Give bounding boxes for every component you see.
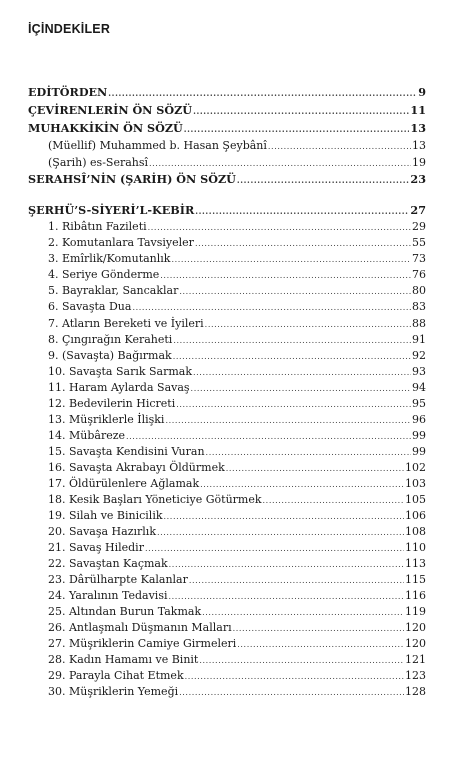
toc-entry-page: 13	[412, 139, 426, 152]
toc-entry-label: 30. Müşriklerin Yemeği	[48, 685, 179, 698]
dot-leader	[160, 269, 411, 283]
toc-entry-page: 108	[405, 525, 426, 538]
dot-leader	[171, 253, 411, 267]
dot-leader	[263, 494, 404, 508]
toc-entry	[48, 653, 426, 668]
dot-leader	[108, 86, 417, 100]
toc-entry	[48, 300, 426, 315]
toc-entry-label: 26. Antlaşmalı Düşmanın Malları	[48, 621, 232, 634]
toc-entry-label: 11. Haram Aylarda Savaş	[48, 381, 190, 394]
toc-entry-label: 13. Müşriklerle İlişki	[48, 413, 165, 426]
dot-leader	[168, 590, 404, 604]
toc-entry	[48, 397, 426, 412]
toc-entry	[48, 365, 426, 380]
toc-entry-label: 15. Savaşta Kendisini Vuran	[48, 445, 205, 458]
dot-leader	[233, 622, 404, 636]
toc-entry-page: 80	[412, 284, 426, 297]
dot-leader	[268, 140, 411, 154]
toc-entry-page: 94	[412, 381, 426, 394]
toc-entry-page: 96	[412, 413, 426, 426]
dot-leader	[189, 574, 404, 588]
toc-entry-label: 8. Çıngırağın Keraheti	[48, 333, 173, 346]
toc-entry	[28, 172, 426, 187]
page-title: İÇİNDEKİLER	[28, 22, 111, 36]
toc-entry-page: 106	[405, 509, 426, 522]
toc-entry-label: 9. (Savaşta) Bağırmak	[48, 349, 172, 362]
dot-leader	[165, 414, 411, 428]
toc-entry-label: 20. Savaşa Hazırlık	[48, 525, 156, 538]
toc-entry-page: 95	[412, 397, 426, 410]
toc-entry-page: 93	[412, 365, 426, 378]
toc-entry-page: 113	[405, 557, 426, 570]
toc-entry	[48, 477, 426, 492]
toc-entry	[48, 220, 426, 235]
toc-entry	[48, 413, 426, 428]
toc-entry-page: 102	[405, 461, 426, 474]
toc-entry-label: 23. Dârülharpte Kalanlar	[48, 573, 188, 586]
toc-entry-label: 16. Savaşta Akrabayı Öldürmek	[48, 461, 225, 474]
toc-entry-label: 2. Komutanlara Tavsiyeler	[48, 236, 194, 249]
toc-entry-page: 73	[412, 252, 426, 265]
toc-entry	[48, 589, 426, 604]
toc-entry-label: 7. Atların Bereketi ve İyileri	[48, 317, 204, 330]
toc-entry	[48, 557, 426, 572]
toc-entry-page: 27	[410, 203, 426, 217]
toc-entry-label: 28. Kadın Hamamı ve Binit	[48, 653, 199, 666]
dot-leader	[176, 398, 411, 412]
toc-entry	[48, 445, 426, 460]
toc-entry	[48, 461, 426, 476]
toc-entry	[48, 333, 426, 348]
toc-entry	[28, 121, 426, 136]
toc-entry	[48, 156, 426, 171]
toc-entry-label: (Şarih) es-Serahsî	[48, 156, 149, 169]
toc-entry-label: 12. Bedevilerin Hicreti	[48, 397, 176, 410]
toc-entry-page: 116	[405, 589, 426, 602]
dot-leader	[191, 382, 411, 396]
toc-entry-label: 25. Altından Burun Takmak	[48, 605, 202, 618]
toc-entry	[48, 236, 426, 251]
toc-entry-page: 11	[410, 103, 426, 117]
toc-entry-page: 88	[412, 317, 426, 330]
toc-entry	[48, 252, 426, 267]
dot-leader	[195, 204, 409, 218]
toc-entry-page: 13	[410, 121, 426, 135]
toc-entry-label: EDİTÖRDEN	[28, 85, 108, 99]
dot-leader	[193, 366, 411, 380]
toc-entry-label: 21. Savaş Hiledir	[48, 541, 144, 554]
toc-entry-page: 99	[412, 429, 426, 442]
toc-entry-label: 5. Bayraklar, Sancaklar	[48, 284, 179, 297]
dot-leader	[193, 104, 409, 118]
dot-leader	[173, 350, 411, 364]
toc-entry	[48, 685, 426, 700]
toc-entry-page: 23	[410, 172, 426, 186]
toc-entry-page: 9	[418, 85, 426, 99]
toc-entry-page: 92	[412, 349, 426, 362]
toc-entry	[48, 381, 426, 396]
toc-entry-label: 4. Seriye Gönderme	[48, 268, 160, 281]
toc-entry-page: 55	[412, 236, 426, 249]
toc-entry-label: 17. Öldürülenlere Ağlamak	[48, 477, 200, 490]
dot-leader	[206, 446, 411, 460]
toc-entry-label: 22. Savaştan Kaçmak	[48, 557, 168, 570]
toc-entry-page: 19	[412, 156, 426, 169]
toc-entry-page: 121	[405, 653, 426, 666]
toc-entry-label: SERAHSÎ’NİN (ŞARİH) ÖN SÖZÜ	[28, 172, 236, 186]
toc-entry	[48, 509, 426, 524]
dot-leader	[200, 478, 404, 492]
toc-entry-label: 18. Kesik Başları Yöneticiye Götürmek	[48, 493, 262, 506]
toc-entry-page: 76	[412, 268, 426, 281]
toc-entry	[48, 317, 426, 332]
toc-entry	[48, 525, 426, 540]
toc-entry-page: 83	[412, 300, 426, 313]
toc-entry	[48, 621, 426, 636]
toc-entry	[28, 85, 426, 100]
dot-leader	[237, 638, 404, 652]
dot-leader	[145, 542, 404, 556]
dot-leader	[169, 558, 404, 572]
toc-entry	[48, 669, 426, 684]
toc-entry-label: ÇEVİRENLERİN ÖN SÖZÜ	[28, 103, 193, 117]
toc-entry-page: 120	[405, 637, 426, 650]
dot-leader	[226, 462, 404, 476]
toc-entry-page: 105	[405, 493, 426, 506]
toc-entry-page: 99	[412, 445, 426, 458]
dot-leader	[164, 510, 404, 524]
dot-leader	[173, 334, 411, 348]
toc-entry	[48, 573, 426, 588]
toc-entry	[48, 349, 426, 364]
toc-entry-label: 14. Mübâreze	[48, 429, 126, 442]
toc-entry-page: 119	[405, 605, 426, 618]
toc-entry-label: MUHAKKİKİN ÖN SÖZÜ	[28, 121, 183, 135]
dot-leader	[237, 173, 410, 187]
dot-leader	[179, 285, 411, 299]
toc-entry	[48, 284, 426, 299]
toc-entry	[28, 103, 426, 118]
toc-entry-label: ŞERHÜ’S-SİYERİ’L-KEBİR	[28, 203, 195, 217]
toc-entry-page: 115	[405, 573, 426, 586]
toc-entry-label: 6. Savaşta Dua	[48, 300, 132, 313]
dot-leader	[179, 686, 404, 700]
toc-entry-page: 29	[412, 220, 426, 233]
toc-entry-label: 24. Yaralının Tedavisi	[48, 589, 168, 602]
toc-entry-label: 19. Silah ve Binicilik	[48, 509, 163, 522]
dot-leader	[202, 606, 404, 620]
toc-entry	[28, 203, 426, 218]
toc-entry-label: 1. Ribâtın Fazileti	[48, 220, 147, 233]
toc-entry	[48, 268, 426, 283]
toc-entry-page: 128	[405, 685, 426, 698]
dot-leader	[205, 318, 411, 332]
toc-entry-page: 110	[405, 541, 426, 554]
toc-entry-label: 27. Müşriklerin Camiye Girmeleri	[48, 637, 237, 650]
toc-entry-label: 10. Savaşta Sarık Sarmak	[48, 365, 193, 378]
toc-entry-page: 103	[405, 477, 426, 490]
dot-leader	[132, 301, 411, 315]
toc-entry	[48, 605, 426, 620]
toc-entry-page: 120	[405, 621, 426, 634]
toc-entry	[48, 541, 426, 556]
toc-entry	[48, 637, 426, 652]
toc-entry-page: 123	[405, 669, 426, 682]
dot-leader	[199, 654, 404, 668]
dot-leader	[195, 237, 411, 251]
dot-leader	[149, 157, 411, 171]
dot-leader	[157, 526, 404, 540]
toc-entry-label: 29. Parayla Cihat Etmek	[48, 669, 184, 682]
dot-leader	[185, 670, 404, 684]
toc-entry	[48, 493, 426, 508]
toc-entry	[48, 429, 426, 444]
dot-leader	[148, 221, 411, 235]
toc-entry-page: 91	[412, 333, 426, 346]
toc-entry	[48, 139, 426, 154]
dot-leader	[126, 430, 411, 444]
dot-leader	[184, 122, 410, 136]
toc-entry-label: 3. Emîrlik/Komutanlık	[48, 252, 171, 265]
toc-entry-label: (Müellif) Muhammed b. Hasan Şeybânî	[48, 139, 267, 152]
